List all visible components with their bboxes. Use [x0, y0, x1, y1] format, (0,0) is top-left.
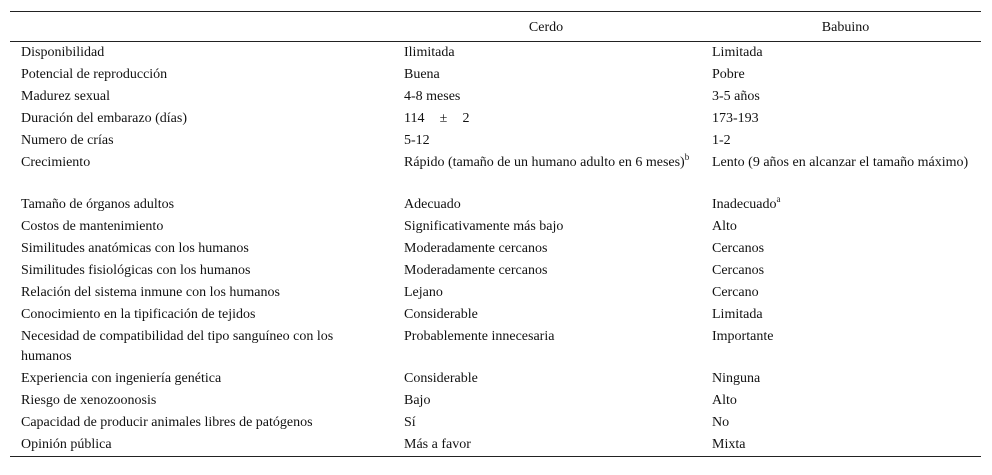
babuino-value: Mixta	[712, 437, 746, 452]
row-label: Similitudes fisiológicas con los humanos	[21, 263, 251, 278]
cerdo-value: Ilimitada	[404, 45, 455, 60]
row-label: Conocimiento en la tipificación de tejidos	[21, 307, 256, 322]
cerdo-value	[404, 153, 694, 173]
table-row	[10, 152, 981, 194]
cerdo-value: Buena	[404, 67, 440, 82]
table-row	[10, 42, 981, 64]
babuino-value: Ninguna	[712, 371, 761, 386]
babuino-text: Inadecuado	[712, 197, 777, 212]
table-row	[10, 238, 981, 260]
row-label: Duración del embarazo (días)	[21, 111, 187, 126]
babuino-value	[712, 195, 977, 215]
babuino-value: No	[712, 415, 730, 430]
table-row	[10, 64, 981, 86]
babuino-value: 3-5 años	[712, 89, 760, 104]
row-label: Relación del sistema inmune con los humanos	[21, 285, 280, 300]
row-label: Numero de crías	[21, 133, 114, 148]
cerdo-value: Moderadamente cercanos	[404, 241, 548, 256]
table-row	[10, 282, 981, 304]
cerdo-value: Considerable	[404, 307, 478, 322]
table-row	[10, 216, 981, 238]
row-label: Experiencia con ingeniería genética	[21, 371, 222, 386]
row-label: Necesidad de compatibilidad del tipo sanguíneo con los humanos	[21, 329, 334, 364]
bottom-rule	[10, 456, 981, 457]
babuino-value: Alto	[712, 393, 737, 408]
table-row	[10, 304, 981, 326]
cerdo-value: 5-12	[404, 133, 430, 148]
cerdo-value: Moderadamente cercanos	[404, 263, 548, 278]
row-label: Riesgo de xenozoonosis	[21, 393, 157, 408]
cerdo-value: Probablemente innecesaria	[404, 329, 555, 344]
row-label: Crecimiento	[21, 155, 91, 170]
row-label: Tamaño de órganos adultos	[21, 197, 175, 212]
babuino-value: Limitada	[712, 307, 763, 322]
row-label: Disponibilidad	[21, 45, 105, 60]
header-babuino: Babuino	[821, 20, 870, 35]
cerdo-value: 4-8 meses	[404, 89, 461, 104]
babuino-value: Cercano	[712, 285, 759, 300]
table-row	[10, 130, 981, 152]
cerdo-value: Significativamente más bajo	[404, 219, 564, 234]
footnote-marker: b	[684, 152, 690, 162]
gestation-deviation: 2	[462, 111, 470, 126]
babuino-value: Limitada	[712, 45, 763, 60]
comparison-table	[10, 11, 981, 457]
cerdo-value: Más a favor	[404, 437, 471, 452]
footnote-marker: a	[776, 194, 781, 204]
row-label: Madurez sexual	[21, 89, 111, 104]
table-row	[10, 86, 981, 108]
babuino-value: Cercanos	[712, 263, 765, 278]
cerdo-value	[404, 109, 694, 129]
row-label: Similitudes anatómicas con los humanos	[21, 241, 249, 256]
babuino-value: 1-2	[712, 133, 731, 148]
babuino-value: 173-193	[712, 111, 759, 126]
cerdo-value: Bajo	[404, 393, 431, 408]
row-label: Potencial de reproducción	[21, 67, 168, 82]
table-row	[10, 434, 981, 456]
cerdo-value: Sí	[404, 415, 416, 430]
cerdo-value: Considerable	[404, 371, 478, 386]
babuino-value: Importante	[712, 329, 774, 344]
table-row	[10, 108, 981, 130]
cerdo-text: Rápido (tamaño de un humano adulto en 6 meses)	[404, 155, 685, 170]
table-row	[10, 412, 981, 434]
header-row	[10, 12, 981, 41]
table-row	[10, 194, 981, 216]
gestation-mean: 114	[404, 111, 425, 126]
cerdo-value: Lejano	[404, 285, 443, 300]
table-row	[10, 368, 981, 390]
row-label: Costos de mantenimiento	[21, 219, 164, 234]
plus-minus-sign: ±	[439, 111, 448, 126]
cerdo-value: Adecuado	[404, 197, 461, 212]
row-label: Opinión pública	[21, 437, 112, 452]
table-row	[10, 260, 981, 282]
row-label: Capacidad de producir animales libres de patógenos	[21, 415, 313, 430]
table-row	[10, 326, 981, 368]
babuino-value: Pobre	[712, 67, 745, 82]
babuino-value: Lento (9 años en alcanzar el tamaño máximo)	[712, 155, 969, 170]
babuino-value: Cercanos	[712, 241, 765, 256]
header-cerdo: Cerdo	[528, 20, 564, 35]
babuino-value: Alto	[712, 219, 737, 234]
table-row	[10, 390, 981, 412]
